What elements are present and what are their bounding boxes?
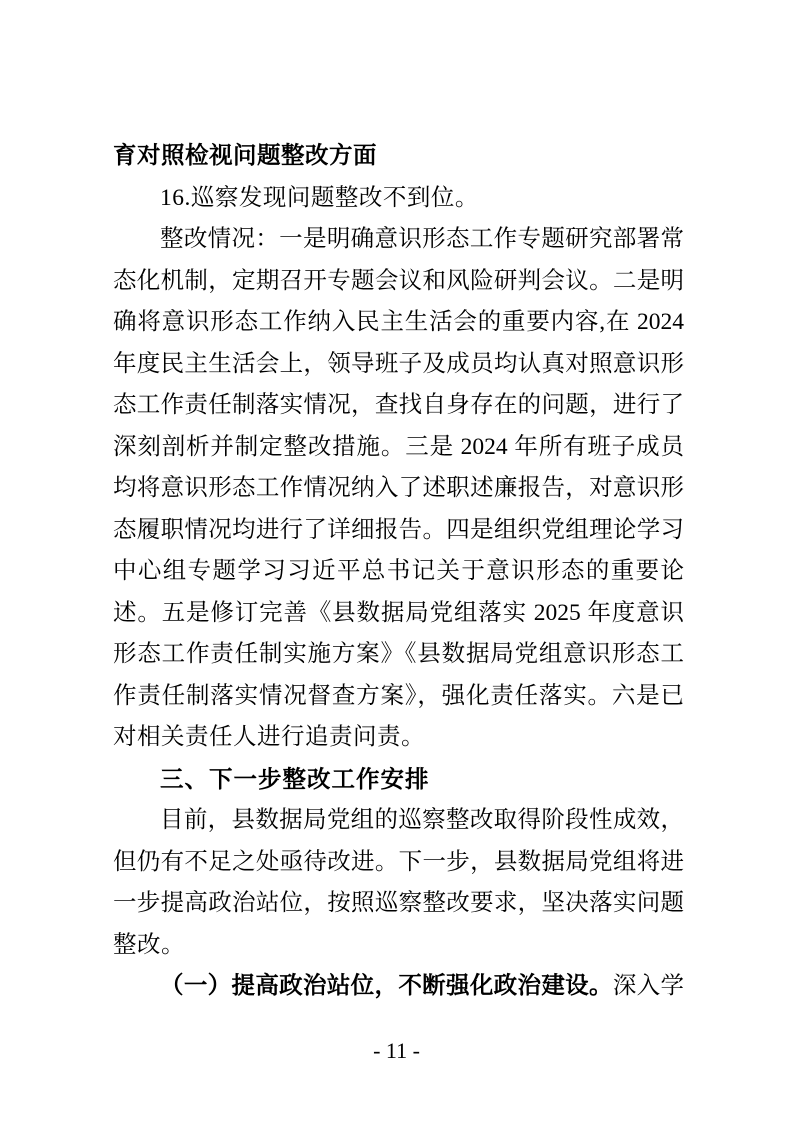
rectification-line: 均将意识形态工作情况纳入了述职述廉报告，对意识形 <box>113 475 684 501</box>
next-step-line: 一步提高政治站位，按照巡察整改要求，坚决落实问题 <box>113 890 684 916</box>
rectification-line: 作责任制落实情况督查方案》，强化责任落实。六是已 <box>113 682 684 709</box>
rectification-line: 中心组专题学习习近平总书记关于意识形态的重要论 <box>113 558 684 584</box>
body-text-continuation: 深入学 <box>612 973 684 999</box>
section-heading-continued: 育对照检视问题整改方面 <box>113 143 377 169</box>
rectification-line: 整改情况：一是明确意识形态工作专题研究部署常 <box>160 226 684 252</box>
section-heading-3: 三、下一步整改工作安排 <box>160 765 430 792</box>
rectification-line: 形态工作责任制实施方案》《县数据局党组意识形态工 <box>113 641 684 667</box>
rectification-line: 年度民主生活会上，领导班子及成员均认真对照意识形 <box>113 350 684 377</box>
rectification-line: 述。五是修订完善《县数据局党组落实 2025 年度意识 <box>113 599 684 626</box>
rectification-line: 确将意识形态工作纳入民主生活会的重要内容,在 2024 <box>113 309 684 335</box>
next-step-line: 但仍有不足之处亟待改进。下一步，县数据局党组将进 <box>113 848 684 875</box>
rectification-line: 对相关责任人进行追责问责。 <box>113 724 425 750</box>
problem-item-16: 16.巡察发现问题整改不到位。 <box>160 184 479 211</box>
subsection-1-heading-line <box>113 966 684 1008</box>
subsection-1-heading: （一）提高政治站位，不断强化政治建设。 <box>160 973 613 999</box>
rectification-line: 态化机制，定期召开专题会议和风险研判会议。二是明 <box>113 267 684 294</box>
next-step-line: 整改。 <box>113 931 185 958</box>
rectification-line: 深刻剖析并制定整改措施。三是 2024 年所有班子成员 <box>113 433 684 460</box>
rectification-line: 态工作责任制落实情况，查找自身存在的问题，进行了 <box>113 392 684 418</box>
next-step-line: 目前，县数据局党组的巡察整改取得阶段性成效， <box>160 807 684 833</box>
rectification-line: 态履职情况均进行了详细报告。四是组织党组理论学习 <box>113 516 684 543</box>
page-body <box>113 136 684 1008</box>
page-number: - 11 - <box>373 1038 420 1063</box>
